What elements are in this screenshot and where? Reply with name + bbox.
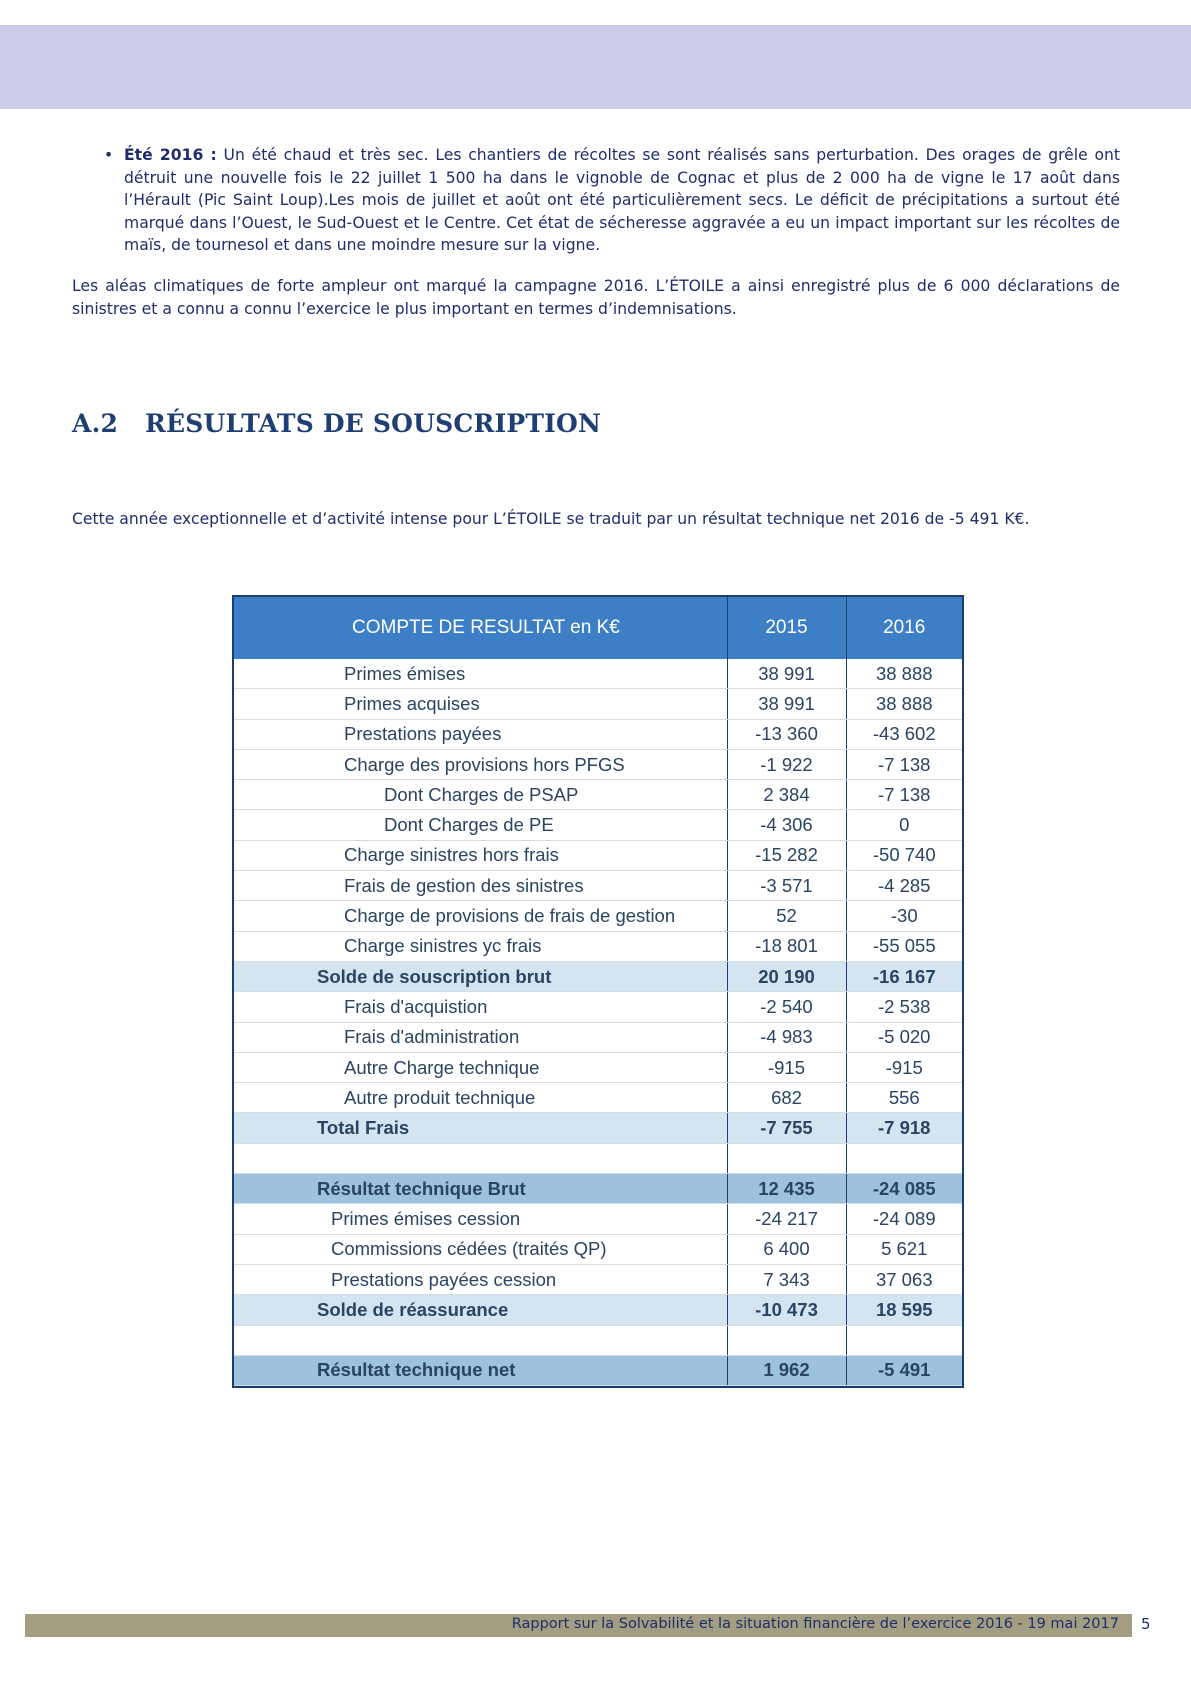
row-label: Total Frais [234,1113,727,1143]
bullet-item-summer-2016 [104,144,1120,257]
value-2016: -50 740 [846,840,962,870]
row-label: Charge des provisions hors PFGS [234,749,727,779]
table-row [234,659,962,689]
paragraph-climatic-events: Les aléas climatiques de forte ampleur ont marqué la campagne 2016. L’ÉTOILE a ainsi enregistré plus de 6 000 déclarations de sinistres et a connu a connu l’exercice le plus important en termes d’indemnisations. [72,277,1120,318]
row-label: Frais d'administration [234,1022,727,1052]
value-2016: -7 918 [846,1113,962,1143]
value-2015: -1 922 [727,749,846,779]
row-label: Charge sinistres hors frais [234,840,727,870]
value-2016: 18 595 [846,1295,962,1325]
value-2016: -7 138 [846,749,962,779]
value-2015: -13 360 [727,719,846,749]
row-label: Dont Charges de PSAP [234,780,727,810]
table-row [234,901,962,931]
value-2015: 12 435 [727,1174,846,1204]
bullet-text [124,144,1120,257]
table-row [234,1204,962,1234]
value-2015: -2 540 [727,992,846,1022]
table-row [234,931,962,961]
row-label: Résultat technique net [234,1355,727,1385]
value-2015: 682 [727,1083,846,1113]
value-2016: 0 [846,810,962,840]
income-statement-table [232,595,964,1388]
footer-text: Rapport sur la Solvabilité et la situation financière de l’exercice 2016 - 19 mai 2017 [511,1616,1119,1632]
row-label: Solde de réassurance [234,1295,727,1325]
section-heading [72,409,601,438]
row-label: Frais d'acquistion [234,992,727,1022]
value-2015: 38 991 [727,689,846,719]
section-number: A.2 [72,409,119,438]
value-2016: -30 [846,901,962,931]
value-2015 [727,1325,846,1355]
row-label: Prestations payées [234,719,727,749]
value-2016: 37 063 [846,1264,962,1294]
table-row [234,780,962,810]
header-band [0,25,1191,109]
value-2016: -915 [846,1052,962,1082]
row-label: Prestations payées cession [234,1264,727,1294]
value-2015: 2 384 [727,780,846,810]
table-row-subtotal [234,1295,962,1325]
row-label: Résultat technique Brut [234,1174,727,1204]
value-2016: 556 [846,1083,962,1113]
value-2016: -5 020 [846,1022,962,1052]
row-label: Commissions cédées (traités QP) [234,1234,727,1264]
value-2015: 6 400 [727,1234,846,1264]
value-2015: 52 [727,901,846,931]
table-row [234,992,962,1022]
value-2015: -18 801 [727,931,846,961]
table-row [234,1022,962,1052]
value-2016: 5 621 [846,1234,962,1264]
value-2016: -2 538 [846,992,962,1022]
value-2015: 7 343 [727,1264,846,1294]
table-row [234,840,962,870]
table-row [234,1234,962,1264]
table-row [234,689,962,719]
row-label: Charge sinistres yc frais [234,931,727,961]
table-row [234,871,962,901]
value-2015: -15 282 [727,840,846,870]
table-row [234,1083,962,1113]
row-label [234,1143,727,1173]
value-2016 [846,1325,962,1355]
paragraph-technical-result: Cette année exceptionnelle et d’activité intense pour L’ÉTOILE se traduit par un résultat technique net 2016 de -5 491 K€. [72,510,1030,528]
value-2015: -915 [727,1052,846,1082]
table-row [234,1052,962,1082]
table-row [234,719,962,749]
row-label: Autre produit technique [234,1083,727,1113]
row-label: Solde de souscription brut [234,961,727,991]
value-2015: 1 962 [727,1355,846,1385]
header-2015: 2015 [727,597,846,659]
value-2016: -43 602 [846,719,962,749]
value-2015: -7 755 [727,1113,846,1143]
bullet-lead: Été 2016 : [124,146,217,164]
value-2016: -5 491 [846,1355,962,1385]
section-title: RÉSULTATS DE SOUSCRIPTION [145,409,602,438]
value-2015 [727,1143,846,1173]
row-label: Frais de gestion des sinistres [234,871,727,901]
value-2016 [846,1143,962,1173]
header-label: COMPTE DE RESULTAT en K€ [234,597,727,659]
row-label: Charge de provisions de frais de gestion [234,901,727,931]
value-2016: 38 888 [846,659,962,689]
table-header-row [234,597,962,659]
row-label: Autre Charge technique [234,1052,727,1082]
value-2015: -4 983 [727,1022,846,1052]
value-2016: -24 085 [846,1174,962,1204]
value-2015: -3 571 [727,871,846,901]
table-row-spacer [234,1325,962,1355]
value-2015: -10 473 [727,1295,846,1325]
row-label: Dont Charges de PE [234,810,727,840]
value-2015: -4 306 [727,810,846,840]
bullet-body: Un été chaud et très sec. Les chantiers de récoltes se sont réalisés sans perturbation. Des orages de grêle ont détruit une nouvelle fois le 22 juillet 1 500 ha dans le vignoble de Cognac et plus de 2 000 ha de vigne le 17 août dans l’Hérault (Pic Saint Loup).Les mois de juillet et août ont été particulièrement secs. Le déficit de précipitations a surtout été marqué dans l’Ouest, le Sud-Ouest et le Centre. Cet état de sécheresse aggravée a eu un impact important sur les récoltes de maïs, de tournesol et dans une moindre mesure sur la vigne. [124,146,1120,254]
table-row-subtotal [234,961,962,991]
row-label: Primes acquises [234,689,727,719]
row-label: Primes émises cession [234,1204,727,1234]
table-row-subtotal [234,1113,962,1143]
row-label: Primes émises [234,659,727,689]
table-row [234,1264,962,1294]
bullet-marker: • [104,146,114,164]
table-row-total [234,1174,962,1204]
value-2016: -4 285 [846,871,962,901]
value-2016: -16 167 [846,961,962,991]
table-row-total [234,1355,962,1385]
row-label [234,1325,727,1355]
page-number: 5 [1141,1615,1151,1633]
value-2015: 38 991 [727,659,846,689]
footer-band [25,1614,1132,1637]
header-2016: 2016 [846,597,962,659]
value-2016: -7 138 [846,780,962,810]
table-row [234,810,962,840]
value-2015: -24 217 [727,1204,846,1234]
value-2016: -55 055 [846,931,962,961]
table-row-spacer [234,1143,962,1173]
table-row [234,749,962,779]
value-2016: 38 888 [846,689,962,719]
value-2015: 20 190 [727,961,846,991]
value-2016: -24 089 [846,1204,962,1234]
